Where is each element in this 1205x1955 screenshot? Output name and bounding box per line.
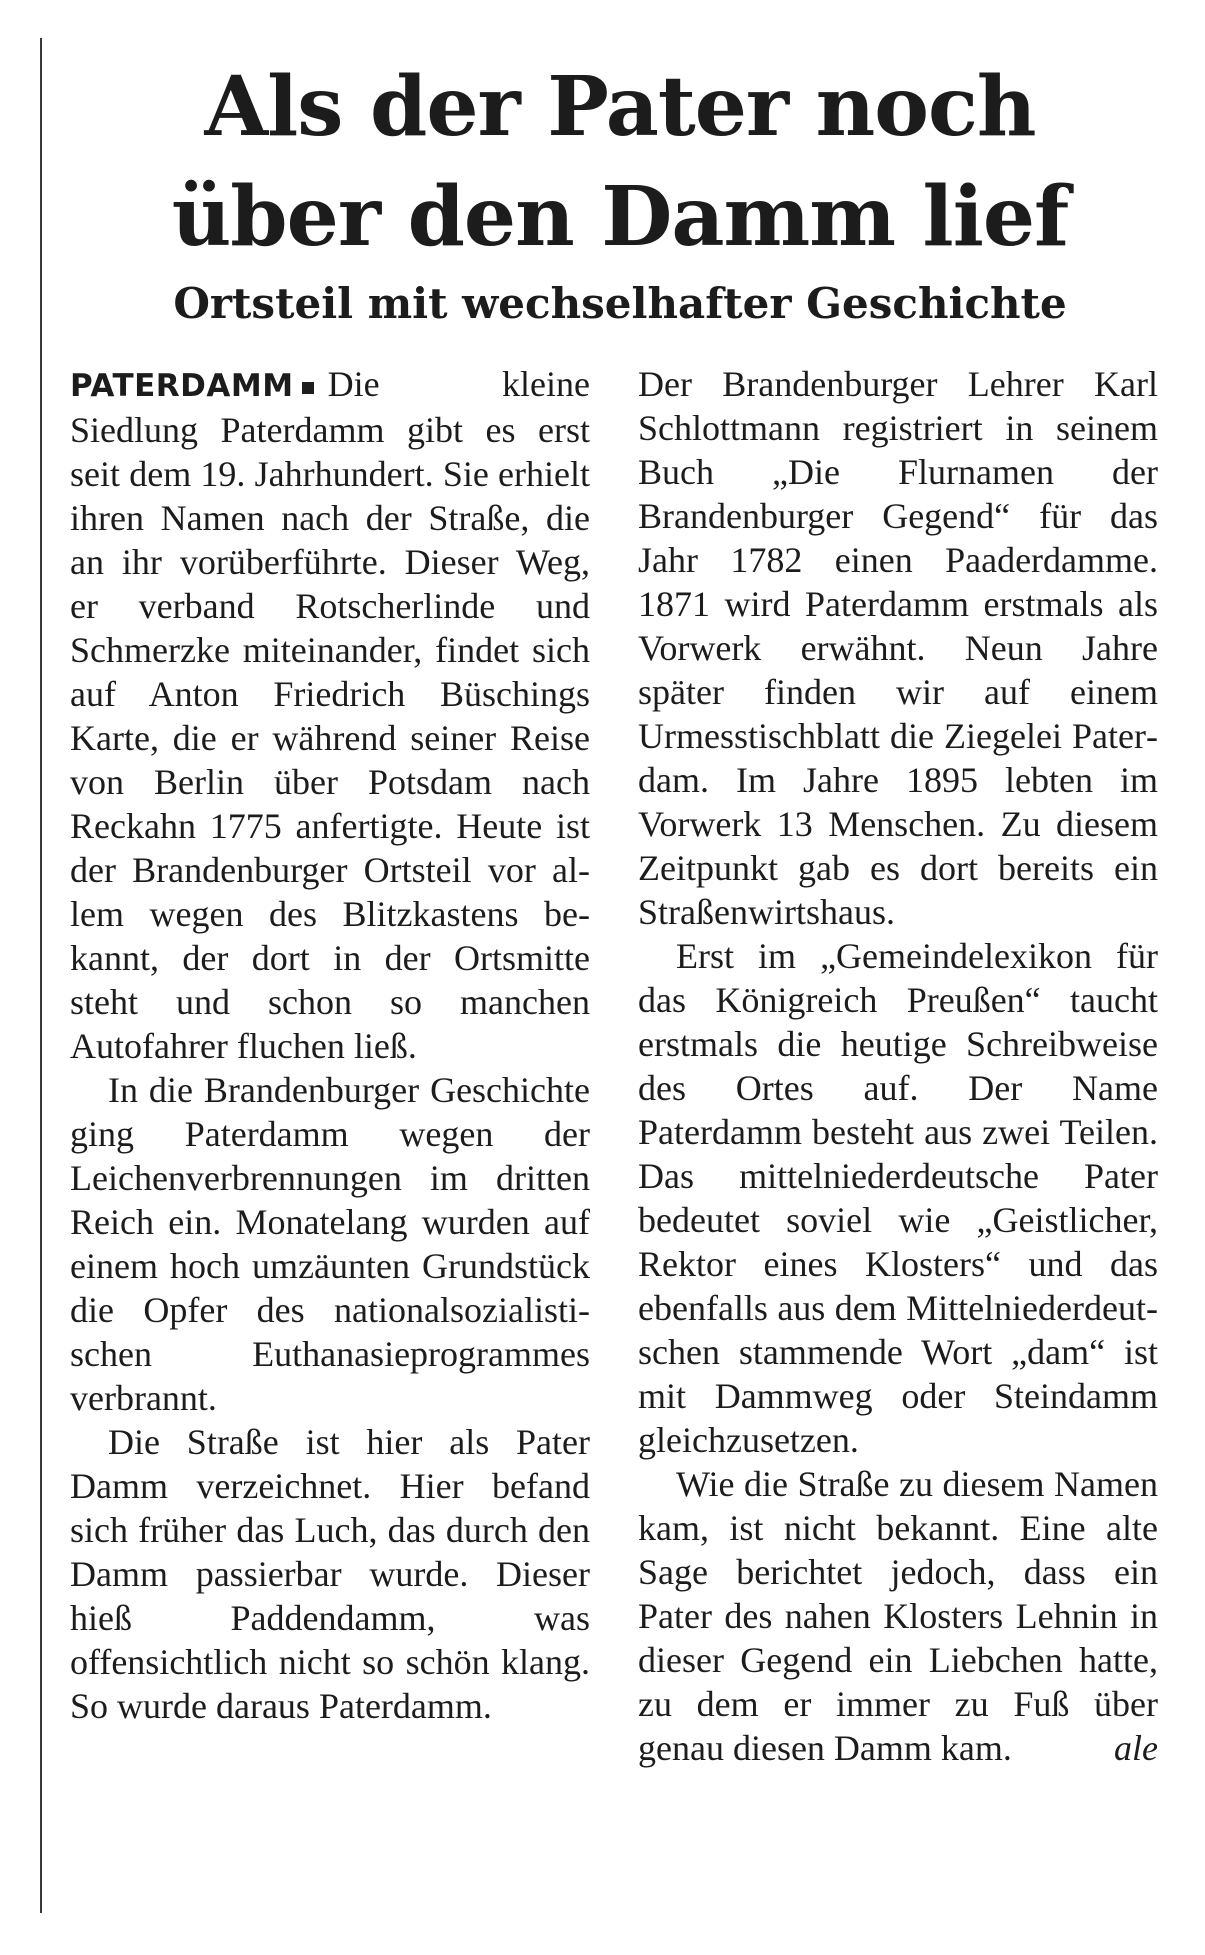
paragraph: [638, 1462, 1158, 1770]
paragraph: In die Brandenburger Geschichte ging Paterdamm wegen der Leichenverbrennungen im dritten Reich ein. Monatelang wurden auf einem hoch umzäunten Grundstück die Opfer des nationalsozialistischen Euthanasieprogrammes verbrannt.: [70, 1070, 590, 1418]
subheadline: Ortsteil mit wechselhafter Geschichte: [173, 279, 1067, 328]
paragraph: [70, 362, 590, 1068]
article-column-right: [638, 362, 1158, 1770]
dateline-square-icon: [302, 382, 314, 394]
headline: [90, 52, 1150, 272]
headline-line-2: über den Damm lief: [171, 169, 1069, 265]
dateline: PATERDAMM: [70, 368, 294, 404]
column-rule: [40, 38, 42, 1913]
paragraph-text: Wie die Straße zu diesem Namen kam, ist nicht bekannt. Eine alte Sage berichtet jedoch, dass ein Pater des nahen Klosters Lehnin in dieser Gegend ein Liebchen hatte, zu dem er immer zu Fuß über genau diesen Damm kam.: [638, 1464, 1158, 1768]
paragraph-text: Die kleine Siedlung Paterdamm gibt es erst seit dem 19. Jahrhundert. Sie erhielt ihren Namen nach der Straße, die an ihr vorüberführte. Dieser Weg, er verband Rotscherlinde und Schmerzke miteinander, findet sich auf Anton Friedrich Büschings Karte, die er während seiner Reise von Berlin über Potsdam nach Reckahn 1775 anfertigte. Heute ist der Brandenburger Ortsteil vor allem wegen des Blitzkastens bekannt, der dort in der Ortsmitte steht und schon so manchen Autofahrer fluchen ließ.: [70, 364, 590, 1066]
article-column-left: [70, 362, 590, 1728]
author-signature: ale: [1114, 1728, 1158, 1768]
headline-line-1: Als der Pater noch: [204, 59, 1036, 155]
paragraph: Die Straße ist hier als Pater Damm verzeichnet. Hier befand sich früher das Luch, das durch den Damm passierbar wurde. Dieser hieß Paddendamm, was offensichtlich nicht so schön klang. So wurde daraus Paterdamm.: [70, 1422, 590, 1726]
paragraph: Der Brandenburger Lehrer Karl Schlottmann registriert in seinem Buch „Die Flurnamen der Brandenburger Gegend“ für das Jahr 1782 einen Paaderdamme. 1871 wird Paterdamm erstmals als Vorwerk erwähnt. Neun Jahre später finden wir auf einem Urmesstischblatt die Ziegelei Paterdam. Im Jahre 1895 lebten im Vorwerk 13 Menschen. Zu diesem Zeitpunkt gab es dort bereits ein Straßenwirtshaus.: [638, 364, 1158, 932]
paragraph: Erst im „Gemeindelexikon für das Königreich Preußen“ taucht erstmals die heutige Schreibweise des Ortes auf. Der Name Paterdamm besteht aus zwei Teilen. Das mittelniederdeutsche Pater bedeutet soviel wie „Geistlicher, Rektor eines Klosters“ und das ebenfalls aus dem Mittelniederdeutschen stammende Wort „dam“ ist mit Dammweg oder Steindamm gleichzusetzen.: [638, 936, 1158, 1460]
